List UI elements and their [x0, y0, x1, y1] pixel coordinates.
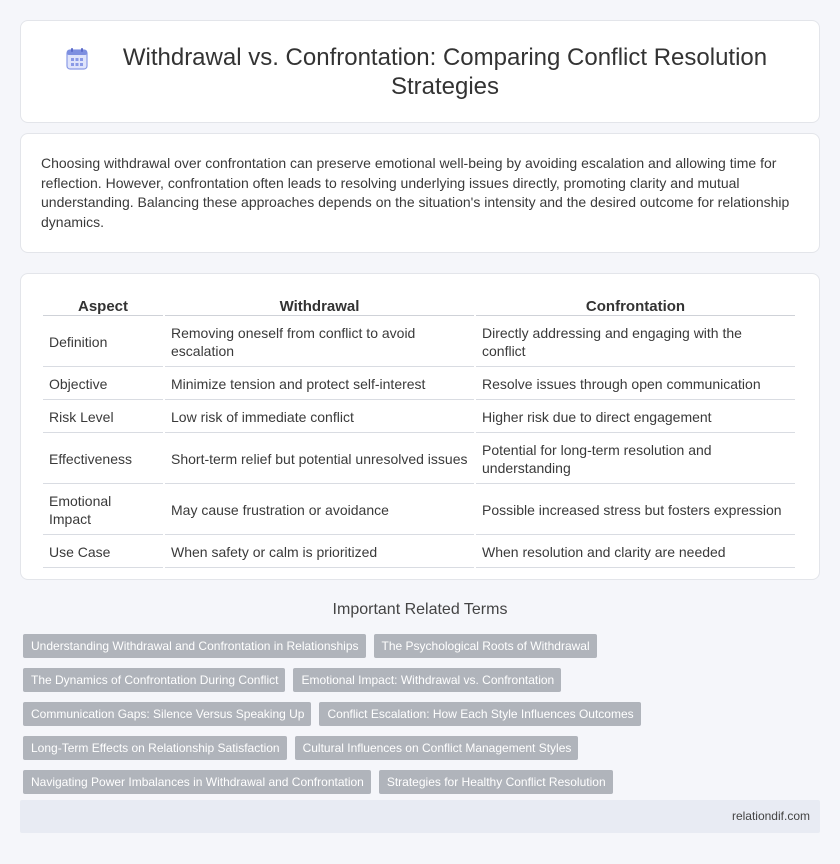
- table-cell-confrontation: Potential for long-term resolution and understanding: [476, 435, 795, 484]
- footer-site-link[interactable]: relationdif.com: [731, 809, 810, 823]
- table-row: [43, 318, 795, 367]
- table-cell-withdrawal: Minimize tension and protect self-interest: [165, 369, 474, 400]
- related-term-tag[interactable]: Cultural Influences on Conflict Management Styles: [295, 736, 579, 760]
- table-cell-aspect: Objective: [43, 369, 163, 400]
- table-cell-aspect: Definition: [43, 318, 163, 367]
- related-term-tag[interactable]: Communication Gaps: Silence Versus Speaking Up: [23, 702, 311, 726]
- intro-text: Choosing withdrawal over confrontation can preserve emotional well-being by avoiding escalation and allowing time for reflection. However, confrontation often leads to resolving underlying issues directly, promoting clarity and mutual understanding. Balancing these approaches depends on the situation's intensity and the desired outcome for relationship dynamics.: [41, 155, 790, 230]
- table-cell-confrontation: Directly addressing and engaging with the conflict: [476, 318, 795, 367]
- table-row: [43, 369, 795, 400]
- table-row: [43, 402, 795, 433]
- related-term-tag[interactable]: Understanding Withdrawal and Confrontation in Relationships: [23, 634, 366, 658]
- title-wrap: [65, 43, 775, 101]
- table-cell-withdrawal: Short-term relief but potential unresolved issues: [165, 435, 474, 484]
- table-cell-aspect: Risk Level: [43, 402, 163, 433]
- related-terms-title: Important Related Terms: [332, 601, 508, 618]
- column-header-aspect: Aspect: [43, 294, 163, 316]
- related-term-tag[interactable]: The Dynamics of Confrontation During Conflict: [23, 668, 285, 692]
- table-cell-withdrawal: When safety or calm is prioritized: [165, 537, 474, 568]
- table-cell-withdrawal: May cause frustration or avoidance: [165, 486, 474, 535]
- table-cell-withdrawal: Low risk of immediate conflict: [165, 402, 474, 433]
- footer: [20, 800, 820, 833]
- related-term-tag[interactable]: Emotional Impact: Withdrawal vs. Confrontation: [293, 668, 561, 692]
- related-term-tag[interactable]: Strategies for Healthy Conflict Resolution: [379, 770, 613, 794]
- table-cell-confrontation: Possible increased stress but fosters expression: [476, 486, 795, 535]
- related-term-tag[interactable]: Navigating Power Imbalances in Withdrawal and Confrontation: [23, 770, 371, 794]
- calendar-icon: [65, 47, 89, 71]
- related-term-tag[interactable]: Long-Term Effects on Relationship Satisfaction: [23, 736, 287, 760]
- table-cell-aspect: Use Case: [43, 537, 163, 568]
- related-terms-tags: [23, 634, 813, 804]
- column-header-withdrawal: Withdrawal: [165, 294, 474, 316]
- intro-card: [20, 133, 820, 253]
- table-cell-aspect: Emotional Impact: [43, 486, 163, 535]
- header-card: [20, 20, 820, 123]
- table-row: [43, 435, 795, 484]
- table-cell-aspect: Effectiveness: [43, 435, 163, 484]
- table-cell-confrontation: Resolve issues through open communication: [476, 369, 795, 400]
- table-row: [43, 537, 795, 568]
- related-term-tag[interactable]: Conflict Escalation: How Each Style Influences Outcomes: [319, 702, 640, 726]
- table-cell-confrontation: Higher risk due to direct engagement: [476, 402, 795, 433]
- table-header-row: [43, 294, 795, 316]
- column-header-confrontation: Confrontation: [476, 294, 795, 316]
- table-row: [43, 486, 795, 535]
- table-cell-withdrawal: Removing oneself from conflict to avoid escalation: [165, 318, 474, 367]
- page-title: Withdrawal vs. Confrontation: Comparing Conflict Resolution Strategies: [122, 43, 768, 100]
- related-term-tag[interactable]: The Psychological Roots of Withdrawal: [374, 634, 597, 658]
- comparison-table-card: [20, 273, 820, 580]
- table-cell-confrontation: When resolution and clarity are needed: [476, 537, 795, 568]
- comparison-table: [41, 292, 797, 570]
